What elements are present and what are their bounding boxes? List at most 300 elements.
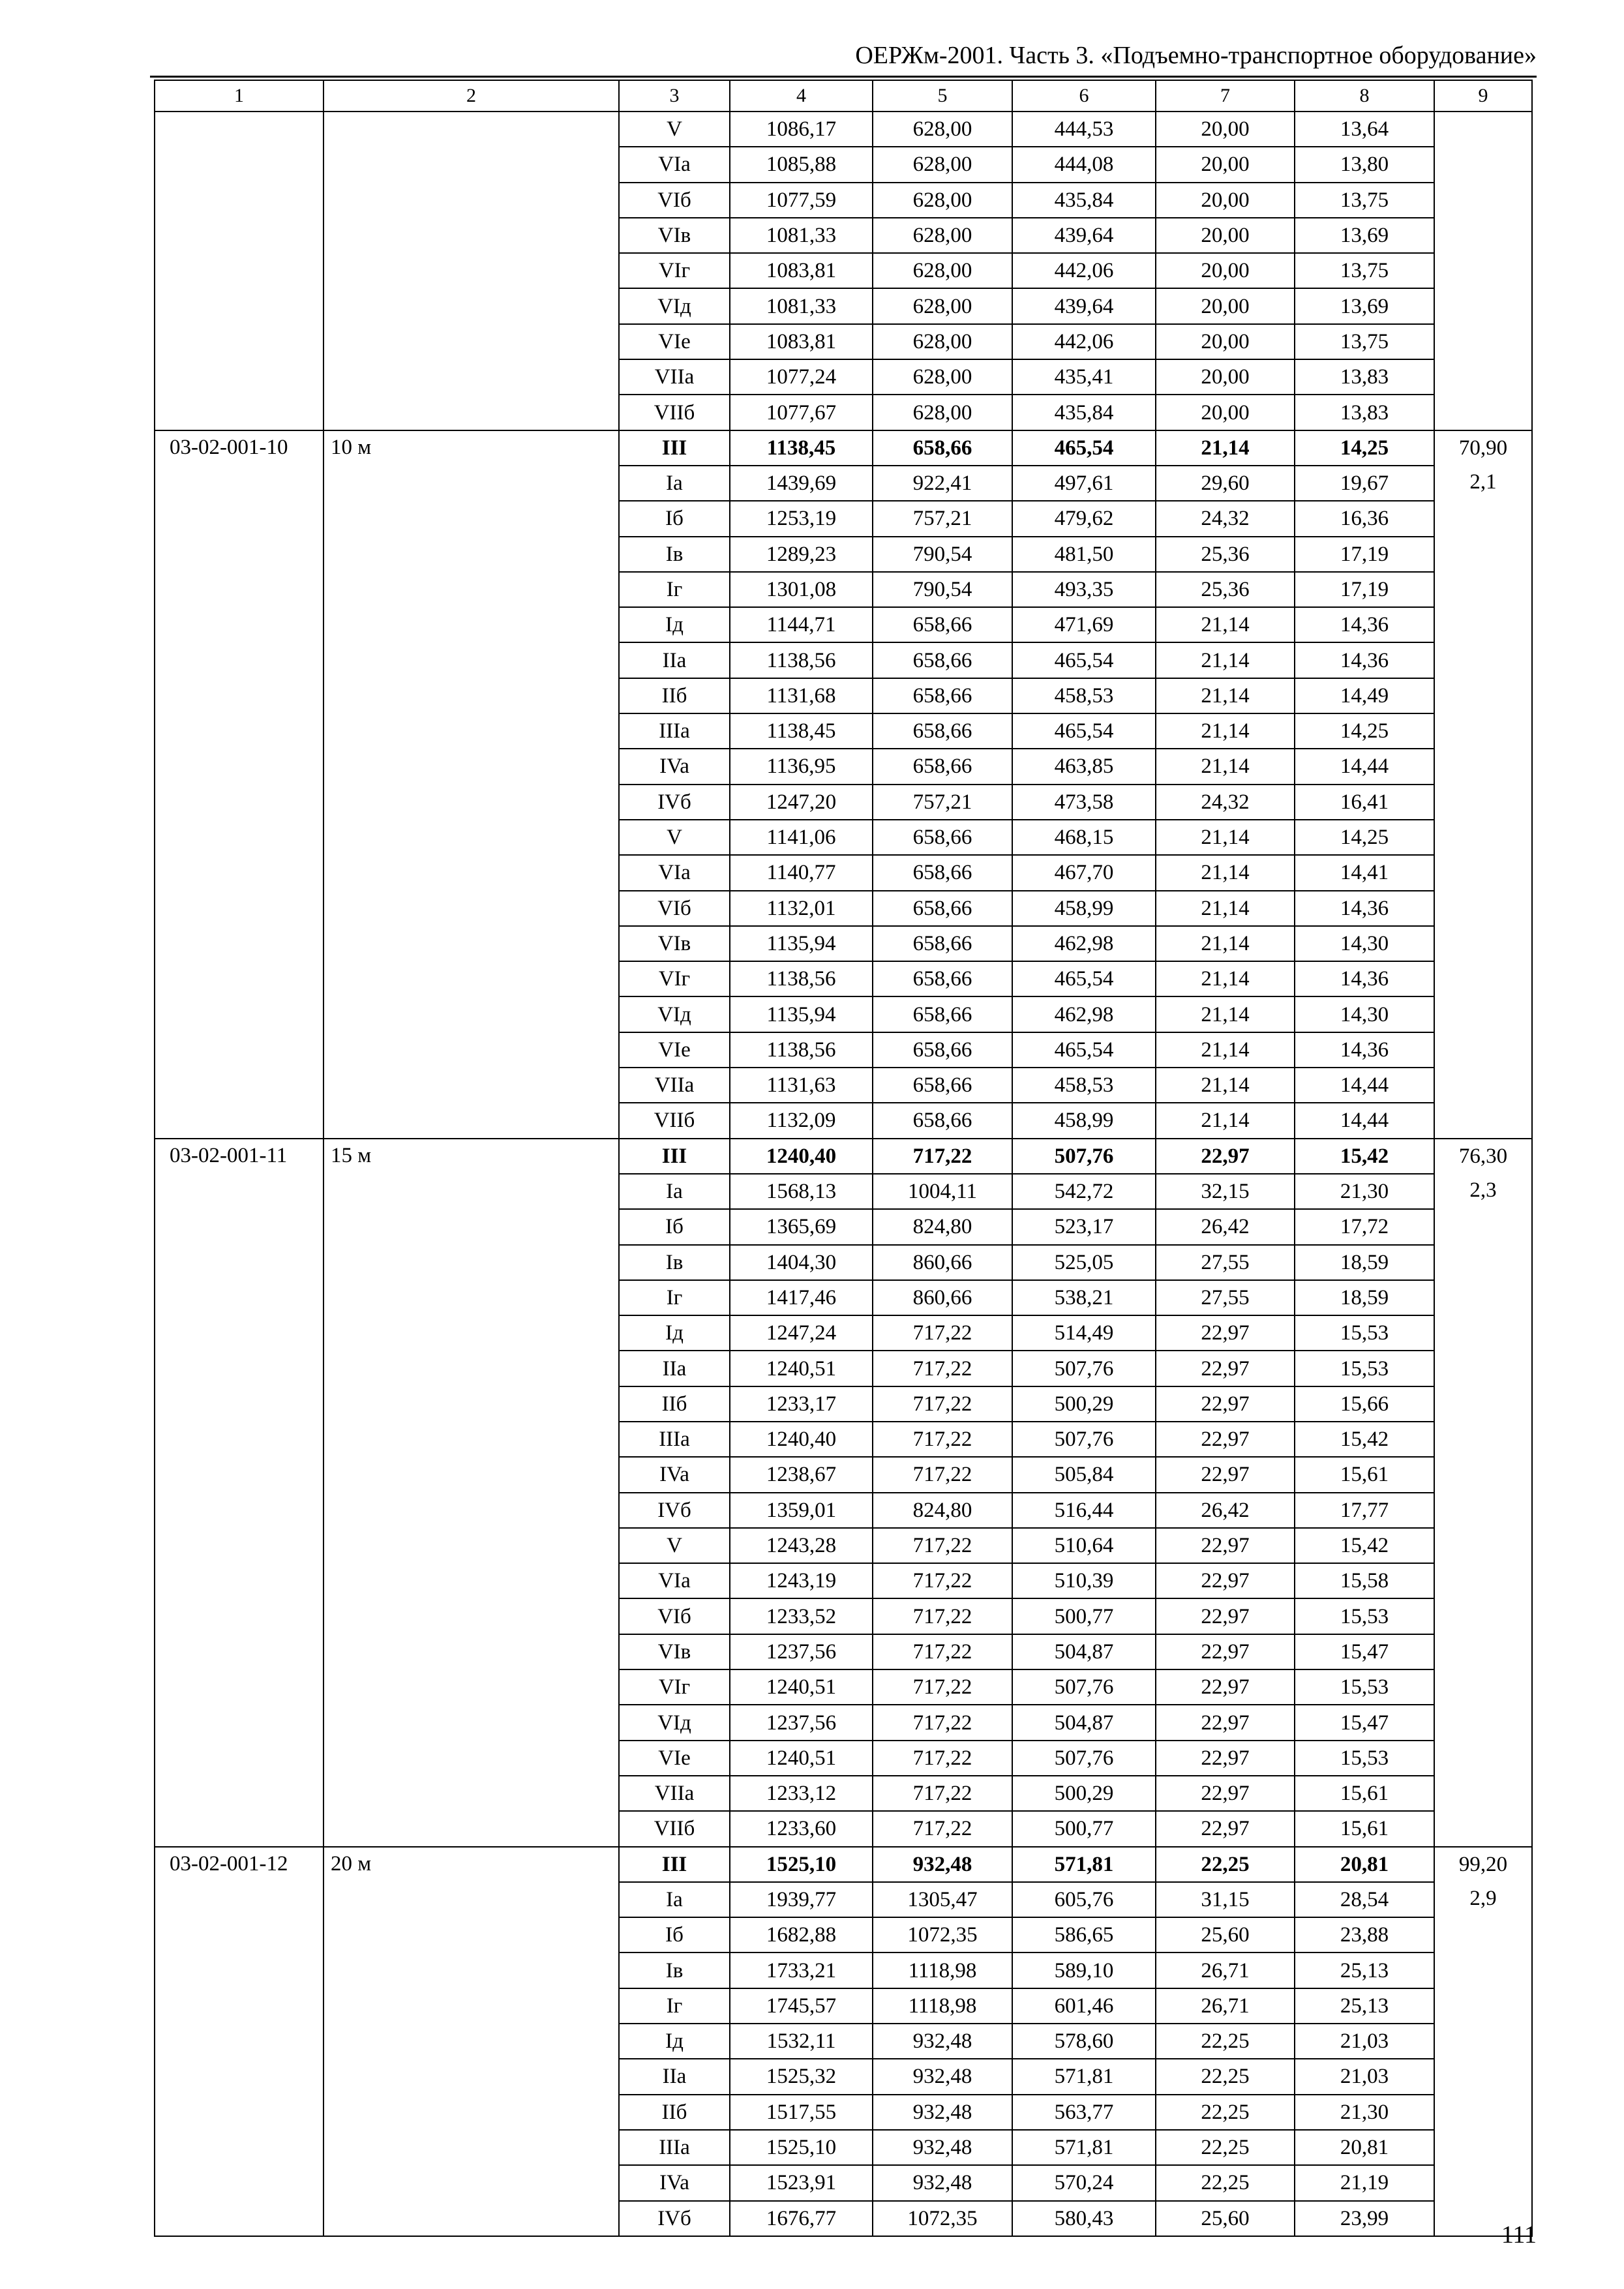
value-cell: 510,39	[1012, 1563, 1156, 1598]
value-cell: 523,17	[1012, 1209, 1156, 1244]
value-cell: 717,22	[873, 1598, 1012, 1634]
value-cell: 1237,56	[730, 1705, 873, 1740]
region-cell: IVa	[619, 749, 730, 784]
value-cell: 26,42	[1156, 1209, 1295, 1244]
region-cell: VIa	[619, 855, 730, 890]
region-cell: VIв	[619, 926, 730, 961]
value-cell: 15,66	[1295, 1386, 1434, 1422]
col9-value: 2,9	[1469, 1886, 1497, 1910]
region-cell: III	[619, 1847, 730, 1882]
value-cell: 14,25	[1295, 430, 1434, 466]
value-cell: 1247,24	[730, 1315, 873, 1351]
value-cell: 467,70	[1012, 855, 1156, 890]
value-cell: 21,14	[1156, 855, 1295, 890]
value-cell: 514,49	[1012, 1315, 1156, 1351]
value-cell: 21,14	[1156, 996, 1295, 1032]
value-cell: 20,00	[1156, 288, 1295, 323]
value-cell: 21,30	[1295, 1174, 1434, 1209]
value-cell: 563,77	[1012, 2095, 1156, 2130]
value-cell: 479,62	[1012, 501, 1156, 536]
value-cell: 473,58	[1012, 785, 1156, 820]
value-cell: 1359,01	[730, 1493, 873, 1528]
value-cell: 493,35	[1012, 572, 1156, 607]
value-cell: 507,76	[1012, 1351, 1156, 1386]
value-cell: 27,55	[1156, 1280, 1295, 1315]
value-cell: 29,60	[1156, 466, 1295, 501]
value-cell: 27,55	[1156, 1245, 1295, 1280]
value-cell: 1532,11	[730, 2024, 873, 2059]
value-cell: 1081,33	[730, 218, 873, 253]
value-cell: 717,22	[873, 1528, 1012, 1563]
value-cell: 1138,56	[730, 1032, 873, 1068]
value-cell: 1682,88	[730, 1917, 873, 1952]
value-cell: 21,14	[1156, 1068, 1295, 1103]
region-cell: VIб	[619, 891, 730, 926]
value-cell: 22,97	[1156, 1705, 1295, 1740]
value-cell: 1135,94	[730, 926, 873, 961]
value-cell: 21,03	[1295, 2024, 1434, 2059]
value-cell: 13,64	[1295, 112, 1434, 147]
region-cell: Ia	[619, 1882, 730, 1917]
value-cell: 1085,88	[730, 147, 873, 182]
value-cell: 14,36	[1295, 607, 1434, 642]
value-cell: 24,32	[1156, 501, 1295, 536]
value-cell: 1238,67	[730, 1457, 873, 1492]
value-cell: 15,53	[1295, 1669, 1434, 1705]
value-cell: 1745,57	[730, 1988, 873, 2024]
column-number: 8	[1295, 80, 1434, 112]
value-cell: 439,64	[1012, 218, 1156, 253]
region-cell: Iв	[619, 537, 730, 572]
value-cell: 22,25	[1156, 1847, 1295, 1882]
value-cell: 1517,55	[730, 2095, 873, 2130]
region-cell: VIa	[619, 1563, 730, 1598]
value-cell: 538,21	[1012, 1280, 1156, 1315]
value-cell: 628,00	[873, 112, 1012, 147]
region-cell: VIIб	[619, 1811, 730, 1846]
value-cell: 25,60	[1156, 2201, 1295, 2236]
value-cell: 13,75	[1295, 183, 1434, 218]
value-cell: 19,67	[1295, 466, 1434, 501]
value-cell: 717,22	[873, 1705, 1012, 1740]
value-cell: 542,72	[1012, 1174, 1156, 1209]
value-cell: 20,00	[1156, 112, 1295, 147]
value-cell: 22,97	[1156, 1528, 1295, 1563]
value-cell: 500,29	[1012, 1776, 1156, 1811]
value-cell: 14,49	[1295, 678, 1434, 713]
value-cell: 442,06	[1012, 253, 1156, 288]
value-cell: 717,22	[873, 1811, 1012, 1846]
value-cell: 628,00	[873, 395, 1012, 430]
value-cell: 1135,94	[730, 996, 873, 1032]
value-cell: 24,32	[1156, 785, 1295, 820]
value-cell: 20,00	[1156, 359, 1295, 395]
value-cell: 14,36	[1295, 1032, 1434, 1068]
region-cell: IVa	[619, 1457, 730, 1492]
value-cell: 22,97	[1156, 1457, 1295, 1492]
table-row	[155, 1139, 1532, 1174]
value-cell: 658,66	[873, 678, 1012, 713]
region-cell: VIб	[619, 1598, 730, 1634]
value-cell: 658,66	[873, 1032, 1012, 1068]
value-cell: 22,97	[1156, 1315, 1295, 1351]
value-cell: 1131,68	[730, 678, 873, 713]
region-cell: Ia	[619, 1174, 730, 1209]
region-cell: IIa	[619, 2059, 730, 2094]
column-number: 6	[1012, 80, 1156, 112]
value-cell: 1132,01	[730, 891, 873, 926]
value-cell: 1240,40	[730, 1422, 873, 1457]
value-cell: 22,25	[1156, 2024, 1295, 2059]
value-cell: 1083,81	[730, 324, 873, 359]
value-cell: 1233,12	[730, 1776, 873, 1811]
value-cell: 1072,35	[873, 2201, 1012, 2236]
region-cell: Iб	[619, 501, 730, 536]
value-cell: 824,80	[873, 1209, 1012, 1244]
value-cell: 1523,91	[730, 2165, 873, 2200]
region-cell: VIд	[619, 1705, 730, 1740]
value-cell: 14,36	[1295, 961, 1434, 996]
value-cell: 628,00	[873, 359, 1012, 395]
region-cell: VIIa	[619, 359, 730, 395]
value-cell: 658,66	[873, 642, 1012, 678]
value-cell: 444,53	[1012, 112, 1156, 147]
value-cell: 500,29	[1012, 1386, 1156, 1422]
region-cell: IVб	[619, 1493, 730, 1528]
region-cell: Iг	[619, 1280, 730, 1315]
value-cell: 628,00	[873, 183, 1012, 218]
value-cell: 658,66	[873, 1068, 1012, 1103]
value-cell: 462,98	[1012, 926, 1156, 961]
value-cell: 717,22	[873, 1386, 1012, 1422]
value-cell: 1083,81	[730, 253, 873, 288]
value-cell: 465,54	[1012, 713, 1156, 749]
header-rule	[150, 76, 1537, 78]
value-cell: 25,13	[1295, 1952, 1434, 1988]
value-cell: 13,83	[1295, 395, 1434, 430]
value-cell: 1077,24	[730, 359, 873, 395]
value-cell: 757,21	[873, 785, 1012, 820]
value-cell: 1081,33	[730, 288, 873, 323]
value-cell: 516,44	[1012, 1493, 1156, 1528]
value-cell: 13,75	[1295, 324, 1434, 359]
col9-cell	[1434, 1847, 1532, 2236]
value-cell: 1525,10	[730, 2130, 873, 2165]
value-cell: 717,22	[873, 1634, 1012, 1669]
value-cell: 507,76	[1012, 1139, 1156, 1174]
value-cell: 15,61	[1295, 1457, 1434, 1492]
value-cell: 1240,51	[730, 1741, 873, 1776]
region-cell: IIIa	[619, 2130, 730, 2165]
value-cell: 717,22	[873, 1563, 1012, 1598]
value-cell: 465,54	[1012, 961, 1156, 996]
value-cell: 14,30	[1295, 926, 1434, 961]
value-cell: 17,19	[1295, 572, 1434, 607]
value-cell: 21,14	[1156, 430, 1295, 466]
value-cell: 510,64	[1012, 1528, 1156, 1563]
region-cell: Ia	[619, 466, 730, 501]
value-cell: 15,42	[1295, 1139, 1434, 1174]
col9-cell	[1434, 1139, 1532, 1847]
col9-value: 76,30	[1458, 1144, 1508, 1168]
value-cell: 17,19	[1295, 537, 1434, 572]
value-cell: 22,97	[1156, 1634, 1295, 1669]
value-cell: 578,60	[1012, 2024, 1156, 2059]
value-cell: 658,66	[873, 749, 1012, 784]
value-cell: 21,03	[1295, 2059, 1434, 2094]
value-cell: 14,36	[1295, 891, 1434, 926]
value-cell: 15,61	[1295, 1811, 1434, 1846]
value-cell: 435,41	[1012, 359, 1156, 395]
value-cell: 1138,56	[730, 642, 873, 678]
column-number: 9	[1434, 80, 1532, 112]
value-cell: 20,81	[1295, 2130, 1434, 2165]
value-cell: 21,14	[1156, 961, 1295, 996]
value-cell: 1301,08	[730, 572, 873, 607]
value-cell: 658,66	[873, 1103, 1012, 1138]
table-row	[155, 112, 1532, 147]
value-cell: 1138,45	[730, 713, 873, 749]
value-cell: 22,97	[1156, 1139, 1295, 1174]
value-cell: 17,72	[1295, 1209, 1434, 1244]
value-cell: 20,00	[1156, 147, 1295, 182]
region-cell: VIIб	[619, 1103, 730, 1138]
value-cell: 13,69	[1295, 288, 1434, 323]
value-cell: 1141,06	[730, 820, 873, 855]
value-cell: 601,46	[1012, 1988, 1156, 2024]
value-cell: 22,25	[1156, 2130, 1295, 2165]
value-cell: 1136,95	[730, 749, 873, 784]
value-cell: 507,76	[1012, 1669, 1156, 1705]
region-cell: IIIa	[619, 1422, 730, 1457]
column-number: 5	[873, 80, 1012, 112]
value-cell: 442,06	[1012, 324, 1156, 359]
value-cell: 571,81	[1012, 1847, 1156, 1882]
rate-code-cell	[155, 112, 323, 430]
region-cell: VIд	[619, 996, 730, 1032]
col9-cell	[1434, 430, 1532, 1139]
value-cell: 13,69	[1295, 218, 1434, 253]
value-cell: 1138,45	[730, 430, 873, 466]
value-cell: 1132,09	[730, 1103, 873, 1138]
column-number-row	[155, 80, 1532, 112]
value-cell: 586,65	[1012, 1917, 1156, 1952]
column-number: 1	[155, 80, 323, 112]
value-cell: 1525,10	[730, 1847, 873, 1882]
table-row	[155, 1847, 1532, 1882]
value-cell: 717,22	[873, 1422, 1012, 1457]
region-cell: IIб	[619, 1386, 730, 1422]
value-cell: 525,05	[1012, 1245, 1156, 1280]
value-cell: 14,30	[1295, 996, 1434, 1032]
region-cell: Iб	[619, 1209, 730, 1244]
value-cell: 1525,32	[730, 2059, 873, 2094]
value-cell: 465,54	[1012, 1032, 1156, 1068]
value-cell: 1240,51	[730, 1351, 873, 1386]
value-cell: 860,66	[873, 1245, 1012, 1280]
value-cell: 658,66	[873, 961, 1012, 996]
value-cell: 1240,51	[730, 1669, 873, 1705]
column-number: 3	[619, 80, 730, 112]
value-cell: 1140,77	[730, 855, 873, 890]
value-cell: 507,76	[1012, 1422, 1156, 1457]
value-cell: 628,00	[873, 218, 1012, 253]
value-cell: 15,53	[1295, 1351, 1434, 1386]
value-cell: 21,14	[1156, 642, 1295, 678]
value-cell: 932,48	[873, 2059, 1012, 2094]
region-cell: VIб	[619, 183, 730, 218]
value-cell: 628,00	[873, 324, 1012, 359]
value-cell: 15,53	[1295, 1741, 1434, 1776]
region-cell: VIе	[619, 324, 730, 359]
value-cell: 505,84	[1012, 1457, 1156, 1492]
value-cell: 458,53	[1012, 678, 1156, 713]
rate-name-cell: 10 м	[323, 430, 619, 1139]
region-cell: Iд	[619, 1315, 730, 1351]
region-cell: VIг	[619, 253, 730, 288]
value-cell: 22,25	[1156, 2059, 1295, 2094]
col9-cell	[1434, 112, 1532, 430]
value-cell: 571,81	[1012, 2130, 1156, 2165]
rate-name-cell: 20 м	[323, 1847, 619, 2236]
value-cell: 23,99	[1295, 2201, 1434, 2236]
value-cell: 465,54	[1012, 642, 1156, 678]
value-cell: 628,00	[873, 253, 1012, 288]
value-cell: 658,66	[873, 820, 1012, 855]
value-cell: 658,66	[873, 713, 1012, 749]
value-cell: 1439,69	[730, 466, 873, 501]
value-cell: 21,14	[1156, 607, 1295, 642]
value-cell: 504,87	[1012, 1705, 1156, 1740]
value-cell: 462,98	[1012, 996, 1156, 1032]
region-cell: IIa	[619, 1351, 730, 1386]
value-cell: 658,66	[873, 855, 1012, 890]
value-cell: 717,22	[873, 1741, 1012, 1776]
region-cell: Iд	[619, 607, 730, 642]
value-cell: 14,44	[1295, 749, 1434, 784]
column-number: 4	[730, 80, 873, 112]
value-cell: 15,53	[1295, 1598, 1434, 1634]
value-cell: 22,97	[1156, 1598, 1295, 1634]
value-cell: 1289,23	[730, 537, 873, 572]
value-cell: 14,25	[1295, 713, 1434, 749]
region-cell: IIIa	[619, 713, 730, 749]
value-cell: 21,14	[1156, 926, 1295, 961]
value-cell: 1237,56	[730, 1634, 873, 1669]
value-cell: 1233,52	[730, 1598, 873, 1634]
rate-code-cell: 03-02-001-10	[155, 430, 323, 1139]
value-cell: 717,22	[873, 1457, 1012, 1492]
value-cell: 16,36	[1295, 501, 1434, 536]
region-cell: VIе	[619, 1741, 730, 1776]
value-cell: 790,54	[873, 572, 1012, 607]
value-cell: 22,97	[1156, 1563, 1295, 1598]
value-cell: 497,61	[1012, 466, 1156, 501]
value-cell: 1365,69	[730, 1209, 873, 1244]
value-cell: 465,54	[1012, 430, 1156, 466]
region-cell: IVб	[619, 2201, 730, 2236]
column-number: 7	[1156, 80, 1295, 112]
value-cell: 20,00	[1156, 218, 1295, 253]
value-cell: 500,77	[1012, 1598, 1156, 1634]
value-cell: 458,99	[1012, 1103, 1156, 1138]
value-cell: 628,00	[873, 288, 1012, 323]
value-cell: 717,22	[873, 1351, 1012, 1386]
value-cell: 658,66	[873, 607, 1012, 642]
value-cell: 435,84	[1012, 183, 1156, 218]
value-cell: 435,84	[1012, 395, 1156, 430]
region-cell: III	[619, 430, 730, 466]
value-cell: 26,42	[1156, 1493, 1295, 1528]
region-cell: VIв	[619, 218, 730, 253]
value-cell: 21,14	[1156, 891, 1295, 926]
value-cell: 15,58	[1295, 1563, 1434, 1598]
value-cell: 1404,30	[730, 1245, 873, 1280]
value-cell: 717,22	[873, 1776, 1012, 1811]
value-cell: 444,08	[1012, 147, 1156, 182]
value-cell: 1247,20	[730, 785, 873, 820]
value-cell: 31,15	[1156, 1882, 1295, 1917]
running-header: ОЕРЖм-2001. Часть 3. «Подъемно-транспортное оборудование»	[855, 42, 1537, 69]
rate-name-cell	[323, 112, 619, 430]
value-cell: 14,25	[1295, 820, 1434, 855]
resource-table	[154, 80, 1533, 2237]
value-cell: 22,97	[1156, 1351, 1295, 1386]
value-cell: 1233,17	[730, 1386, 873, 1422]
value-cell: 20,00	[1156, 395, 1295, 430]
value-cell: 13,83	[1295, 359, 1434, 395]
value-cell: 589,10	[1012, 1952, 1156, 1988]
value-cell: 504,87	[1012, 1634, 1156, 1669]
region-cell: VIв	[619, 1634, 730, 1669]
value-cell: 14,44	[1295, 1103, 1434, 1138]
value-cell: 22,25	[1156, 2095, 1295, 2130]
col9-value: 70,90	[1458, 436, 1508, 460]
value-cell: 13,75	[1295, 253, 1434, 288]
value-cell: 14,41	[1295, 855, 1434, 890]
value-cell: 717,22	[873, 1139, 1012, 1174]
region-cell: VIе	[619, 1032, 730, 1068]
value-cell: 932,48	[873, 2130, 1012, 2165]
region-cell: VIд	[619, 288, 730, 323]
value-cell: 1131,63	[730, 1068, 873, 1103]
value-cell: 1733,21	[730, 1952, 873, 1988]
value-cell: 28,54	[1295, 1882, 1434, 1917]
value-cell: 1417,46	[730, 1280, 873, 1315]
value-cell: 458,53	[1012, 1068, 1156, 1103]
value-cell: 1233,60	[730, 1811, 873, 1846]
value-cell: 439,64	[1012, 288, 1156, 323]
value-cell: 1568,13	[730, 1174, 873, 1209]
region-cell: IIa	[619, 642, 730, 678]
table-body	[155, 80, 1532, 2236]
value-cell: 22,97	[1156, 1741, 1295, 1776]
region-cell: VIIб	[619, 395, 730, 430]
value-cell: 20,00	[1156, 324, 1295, 359]
value-cell: 22,25	[1156, 2165, 1295, 2200]
value-cell: 20,00	[1156, 183, 1295, 218]
value-cell: 16,41	[1295, 785, 1434, 820]
page-number: 111	[1501, 2221, 1537, 2249]
value-cell: 21,14	[1156, 820, 1295, 855]
region-cell: VIIa	[619, 1068, 730, 1103]
value-cell: 500,77	[1012, 1811, 1156, 1846]
value-cell: 25,36	[1156, 572, 1295, 607]
region-cell: Iб	[619, 1917, 730, 1952]
region-cell: IIб	[619, 678, 730, 713]
value-cell: 18,59	[1295, 1280, 1434, 1315]
value-cell: 21,19	[1295, 2165, 1434, 2200]
